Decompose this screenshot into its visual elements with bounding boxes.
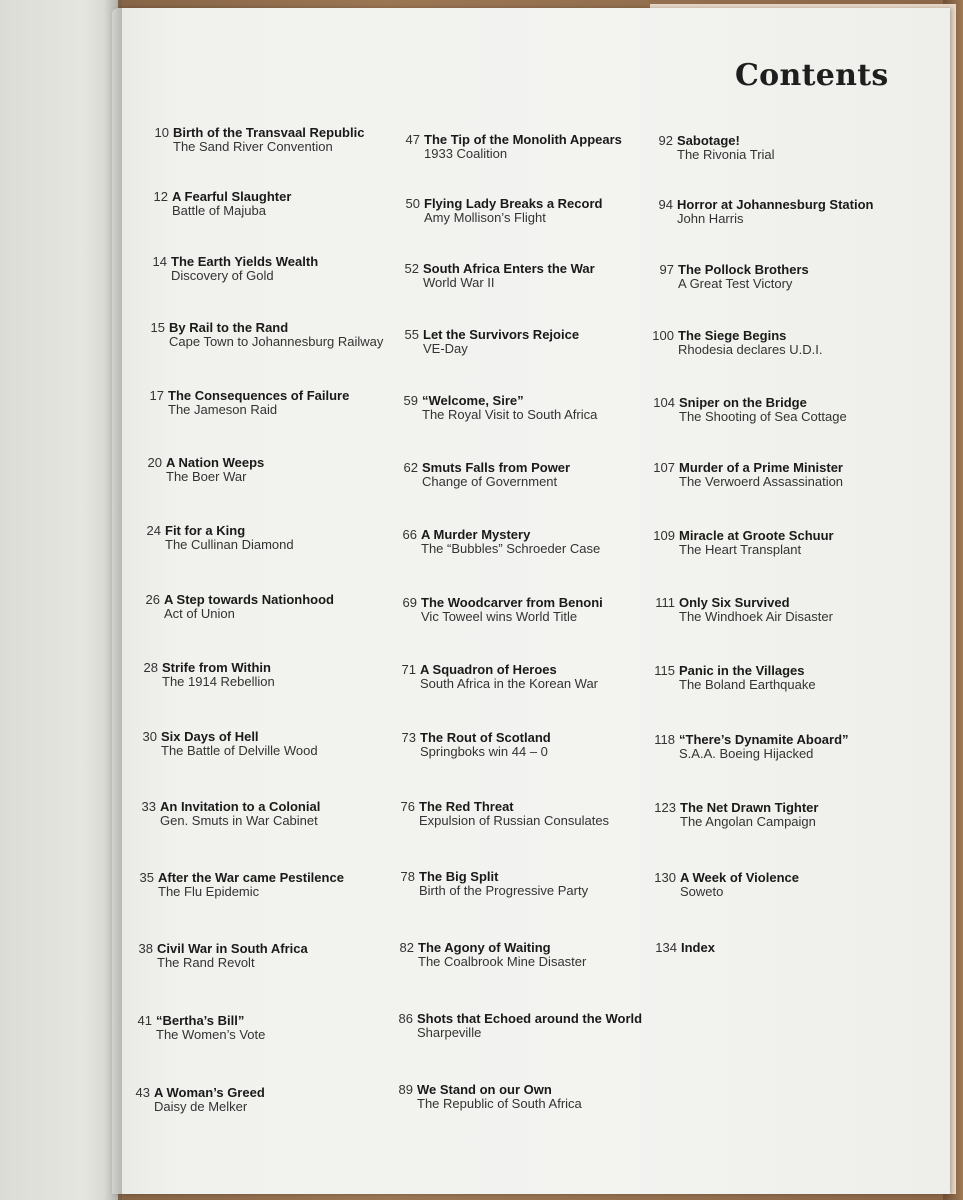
entry-title: The Earth Yields Wealth <box>171 254 319 269</box>
page-number: 115 <box>654 663 675 678</box>
toc-entry <box>405 132 622 161</box>
entry-subtitle: Act of Union <box>164 606 235 621</box>
page-number: 28 <box>143 660 158 675</box>
toc-entry <box>400 869 589 898</box>
page-number: 10 <box>154 125 169 140</box>
toc-entry <box>401 730 551 759</box>
toc-entry <box>149 388 350 417</box>
toc-entry <box>402 595 603 624</box>
toc-entry <box>658 133 775 162</box>
entry-title: Shots that Echoed around the World <box>417 1011 643 1026</box>
toc-entry <box>146 523 294 552</box>
entry-title: The Red Threat <box>419 799 514 814</box>
page-number: 111 <box>655 595 675 610</box>
entry-subtitle: Gen. Smuts in War Cabinet <box>160 813 318 828</box>
page-number: 24 <box>146 523 161 538</box>
toc-entry <box>137 1013 266 1042</box>
page-number: 35 <box>139 870 154 885</box>
toc-entry <box>654 870 799 899</box>
page-number: 15 <box>150 320 165 335</box>
entry-subtitle: Birth of the Progressive Party <box>419 883 589 898</box>
entry-subtitle: Sharpeville <box>417 1025 482 1040</box>
page-number: 86 <box>398 1011 413 1026</box>
entry-title: Murder of a Prime Minister <box>679 460 843 475</box>
entry-subtitle: The Windhoek Air Disaster <box>679 609 833 624</box>
entry-subtitle: The Battle of Delville Wood <box>161 743 318 758</box>
entry-subtitle: A Great Test Victory <box>678 276 793 291</box>
entry-title: A Fearful Slaughter <box>172 189 292 204</box>
entry-title: South Africa Enters the War <box>423 261 595 276</box>
page-number: 123 <box>654 800 676 815</box>
entry-subtitle: Amy Mollison’s Flight <box>424 210 546 225</box>
entry-title: Birth of the Transvaal Republic <box>173 125 365 140</box>
page-number: 33 <box>141 799 156 814</box>
entry-title: The Big Split <box>419 869 499 884</box>
entry-title: The Agony of Waiting <box>418 940 551 955</box>
page-number: 62 <box>403 460 418 475</box>
toc-entry <box>135 1085 265 1114</box>
entry-subtitle: The Verwoerd Assassination <box>679 474 844 489</box>
entry-subtitle: Soweto <box>680 884 724 899</box>
page-number: 59 <box>403 393 418 408</box>
entry-title: Smuts Falls from Power <box>422 460 571 475</box>
toc-entry <box>659 262 809 291</box>
toc-entry <box>143 660 275 689</box>
entry-subtitle: South Africa in the Korean War <box>420 676 599 691</box>
page-number: 130 <box>654 870 676 885</box>
entry-subtitle: The Boland Earthquake <box>679 677 816 692</box>
page-number: 109 <box>653 528 675 543</box>
entry-title: After the War came Pestilence <box>158 870 344 885</box>
entry-title: A Murder Mystery <box>421 527 531 542</box>
page-title: Contents <box>735 58 889 93</box>
page-number: 20 <box>147 455 162 470</box>
entry-subtitle: The Sand River Convention <box>173 139 333 154</box>
page-number: 43 <box>135 1085 150 1100</box>
page-number: 30 <box>142 729 157 744</box>
toc-entry <box>654 663 816 692</box>
entry-subtitle: Cape Town to Johannesburg Railway <box>169 334 384 349</box>
entry-title: Index <box>681 940 715 955</box>
toc-entry <box>138 941 308 970</box>
page-number: 82 <box>399 940 414 955</box>
toc-entry <box>404 327 580 356</box>
entry-subtitle: Daisy de Melker <box>154 1099 248 1114</box>
entry-subtitle: The Republic of South Africa <box>417 1096 582 1111</box>
entry-title: A Nation Weeps <box>166 455 265 470</box>
page-number: 118 <box>654 732 675 747</box>
toc-entry <box>398 1082 582 1111</box>
page-number: 71 <box>401 662 416 677</box>
page-number: 76 <box>400 799 415 814</box>
entry-title: A Step towards Nationhood <box>164 592 334 607</box>
entry-title: The Consequences of Failure <box>168 388 350 403</box>
page-number: 134 <box>655 940 677 955</box>
toc-entry <box>653 460 844 489</box>
entry-title: Strife from Within <box>162 660 271 675</box>
entry-title: “There’s Dynamite Aboard” <box>679 732 849 747</box>
entry-title: Civil War in South Africa <box>157 941 308 956</box>
entry-title: Panic in the Villages <box>679 663 805 678</box>
entry-title: “Bertha’s Bill” <box>156 1013 245 1028</box>
toc-entry <box>655 940 715 955</box>
page-number: 38 <box>138 941 153 956</box>
entry-subtitle: Rhodesia declares U.D.I. <box>678 342 823 357</box>
toc-entry <box>398 1011 643 1040</box>
book-cover <box>0 0 118 1200</box>
entry-title: Fit for a King <box>165 523 246 538</box>
page-number: 107 <box>653 460 675 475</box>
entry-title: We Stand on our Own <box>417 1082 552 1097</box>
entry-title: The Tip of the Monolith Appears <box>424 132 622 147</box>
entry-subtitle: The Women’s Vote <box>156 1027 266 1042</box>
entry-subtitle: Battle of Majuba <box>172 203 266 218</box>
page-number: 47 <box>405 132 420 147</box>
page-number: 69 <box>402 595 417 610</box>
entry-title: Miracle at Groote Schuur <box>679 528 834 543</box>
entry-title: The Rout of Scotland <box>420 730 551 745</box>
page-number: 92 <box>658 133 673 148</box>
toc-entry <box>654 732 849 761</box>
entry-subtitle: The “Bubbles” Schroeder Case <box>421 541 601 556</box>
entry-title: A Squadron of Heroes <box>420 662 557 677</box>
entry-title: An Invitation to a Colonial <box>160 799 321 814</box>
entry-title: The Pollock Brothers <box>678 262 809 277</box>
entry-subtitle: The Cullinan Diamond <box>165 537 294 552</box>
entry-subtitle: The Royal Visit to South Africa <box>422 407 598 422</box>
entry-title: The Siege Begins <box>678 328 787 343</box>
toc-entry <box>658 197 874 226</box>
entry-title: The Woodcarver from Benoni <box>421 595 603 610</box>
page-number: 66 <box>402 527 417 542</box>
toc-entry <box>150 320 384 349</box>
entry-subtitle: The Heart Transplant <box>679 542 802 557</box>
page-number: 104 <box>653 395 675 410</box>
entry-subtitle: 1933 Coalition <box>424 146 508 161</box>
page-number: 41 <box>137 1013 152 1028</box>
entry-subtitle: The Shooting of Sea Cottage <box>679 409 847 424</box>
toc-entry <box>145 592 334 621</box>
toc-entry <box>653 395 847 424</box>
entry-title: Let the Survivors Rejoice <box>423 327 580 342</box>
entry-subtitle: The 1914 Rebellion <box>162 674 275 689</box>
toc-entry <box>404 261 595 290</box>
page-number: 55 <box>404 327 419 342</box>
toc-entry <box>402 527 601 556</box>
entry-title: “Welcome, Sire” <box>422 393 524 408</box>
page-number: 52 <box>404 261 419 276</box>
page-number: 14 <box>152 254 167 269</box>
entry-title: Six Days of Hell <box>161 729 259 744</box>
page-number: 100 <box>652 328 674 343</box>
entry-title: By Rail to the Rand <box>169 320 289 335</box>
toc-entry <box>152 254 319 283</box>
entry-subtitle: The Angolan Campaign <box>680 814 816 829</box>
toc-entry <box>400 799 610 828</box>
toc-entry <box>399 940 587 969</box>
toc-entry <box>655 595 833 624</box>
entry-subtitle: VE-Day <box>423 341 468 356</box>
entry-subtitle: The Rand Revolt <box>157 955 255 970</box>
entry-subtitle: World War II <box>423 275 495 290</box>
entry-subtitle: Discovery of Gold <box>171 268 274 283</box>
entry-title: The Net Drawn Tighter <box>680 800 819 815</box>
entry-subtitle: The Coalbrook Mine Disaster <box>418 954 587 969</box>
page-number: 26 <box>145 592 160 607</box>
toc-entry <box>652 328 823 357</box>
page-number: 94 <box>658 197 673 212</box>
entry-title: A Week of Violence <box>680 870 799 885</box>
toc-entry <box>153 189 292 218</box>
page-number: 89 <box>398 1082 413 1097</box>
toc-entry <box>141 799 321 828</box>
entry-subtitle: Change of Government <box>422 474 558 489</box>
toc-entry <box>403 393 598 422</box>
toc-entry <box>401 662 599 691</box>
entry-subtitle: The Flu Epidemic <box>158 884 260 899</box>
toc-entry <box>154 125 365 154</box>
entry-subtitle: John Harris <box>677 211 744 226</box>
page-number: 50 <box>405 196 420 211</box>
entry-subtitle: The Boer War <box>166 469 247 484</box>
toc-entry <box>403 460 571 489</box>
toc-entry <box>654 800 819 829</box>
toc-entry <box>147 455 265 484</box>
page-number: 97 <box>659 262 674 277</box>
entry-title: Horror at Johannesburg Station <box>677 197 874 212</box>
entry-subtitle: The Jameson Raid <box>168 402 278 417</box>
entry-title: Sniper on the Bridge <box>679 395 807 410</box>
toc-entry <box>653 528 834 557</box>
page-number: 78 <box>400 869 415 884</box>
entry-subtitle: The Rivonia Trial <box>677 147 775 162</box>
entry-subtitle: Vic Toweel wins World Title <box>421 609 578 624</box>
entry-title: Sabotage! <box>677 133 740 148</box>
entry-title: A Woman’s Greed <box>154 1085 265 1100</box>
page-number: 12 <box>153 189 168 204</box>
toc-entry <box>405 196 603 225</box>
page-number: 73 <box>401 730 416 745</box>
entry-subtitle: Springboks win 44 – 0 <box>420 744 548 759</box>
toc-entry <box>139 870 344 899</box>
entry-subtitle: S.A.A. Boeing Hijacked <box>679 746 814 761</box>
entry-title: Flying Lady Breaks a Record <box>424 196 603 211</box>
toc-entry <box>142 729 318 758</box>
entry-subtitle: Expulsion of Russian Consulates <box>419 813 610 828</box>
page-number: 17 <box>149 388 164 403</box>
entry-title: Only Six Survived <box>679 595 790 610</box>
spine-shadow <box>104 0 122 1200</box>
